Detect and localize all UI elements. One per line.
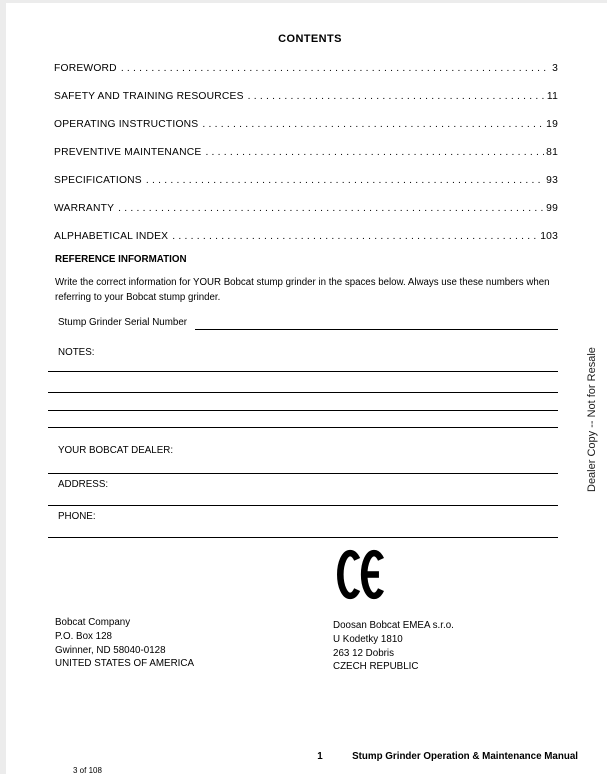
- address-line: Doosan Bobcat EMEA s.r.o.: [333, 620, 454, 631]
- serial-number-blank-line: [195, 315, 558, 330]
- toc-entry: [54, 82, 558, 110]
- toc-entry-page: 19: [546, 118, 558, 130]
- dealer-blank-line: [48, 473, 558, 474]
- notes-blank-line: [48, 410, 558, 411]
- toc-dot-leader: [146, 175, 544, 186]
- toc-dot-leader: [172, 231, 538, 242]
- toc-entry-label: PREVENTIVE MAINTENANCE: [54, 146, 202, 158]
- address-line: 263 12 Dobris: [333, 647, 394, 659]
- phone-label: PHONE:: [58, 511, 96, 522]
- notes-label: NOTES:: [58, 347, 95, 358]
- serial-number-field: [58, 315, 558, 330]
- footer-manual-title: Stump Grinder Operation & Maintenance Manual: [352, 751, 578, 762]
- toc-entry-page: 93: [546, 174, 558, 186]
- footer-sheet-info: 3 of 108: [73, 766, 102, 774]
- toc-entry-page: 103: [540, 230, 558, 242]
- toc-entry-label: SAFETY AND TRAINING RESOURCES: [54, 90, 244, 102]
- toc-entry: [54, 166, 558, 194]
- reference-information-body: Write the correct information for YOUR Bobcat stump grinder in the spaces below. Always use these numbers when referring to your Bobcat stump grinder.: [55, 277, 550, 303]
- toc-entry: [54, 194, 558, 222]
- toc-entry-label: WARRANTY: [54, 202, 115, 214]
- toc-dot-leader: [248, 91, 545, 102]
- toc-entry-label: FOREWORD: [54, 62, 117, 74]
- toc-dot-leader: [121, 63, 550, 74]
- reference-information-heading: REFERENCE INFORMATION: [55, 254, 187, 265]
- address-line: Gwinner, ND 58040-0128: [55, 644, 166, 656]
- toc-entry-label: OPERATING INSTRUCTIONS: [54, 118, 199, 130]
- manufacturer-address-us: [55, 616, 194, 671]
- page-edge-top: [0, 0, 607, 3]
- footer-page-number: 1: [317, 751, 323, 762]
- address-blank-line: [48, 505, 558, 506]
- toc-entry-page: 11: [546, 90, 558, 102]
- manufacturer-address-emea: [333, 619, 454, 674]
- toc-entry: [54, 138, 558, 166]
- toc-entry-page: 81: [546, 146, 558, 158]
- ce-mark-icon: [334, 549, 391, 600]
- address-line: UNITED STATES OF AMERICA: [55, 658, 194, 670]
- address-line: P.O. Box 128: [55, 630, 113, 642]
- phone-blank-line: [48, 537, 558, 538]
- toc-entry: [54, 222, 558, 250]
- toc-dot-leader: [202, 119, 544, 130]
- toc-dot-leader: [205, 147, 544, 158]
- toc-dot-leader: [118, 203, 544, 214]
- toc-entry-page: 3: [552, 62, 558, 74]
- address-line: Bobcat Company: [55, 617, 131, 628]
- serial-number-label: Stump Grinder Serial Number: [58, 317, 188, 328]
- page-title: CONTENTS: [278, 33, 342, 45]
- notes-blank-line: [48, 427, 558, 428]
- toc-entry-label: ALPHABETICAL INDEX: [54, 230, 169, 242]
- toc-entry-page: 99: [546, 202, 558, 214]
- dealer-label: YOUR BOBCAT DEALER:: [58, 445, 174, 456]
- address-line: CZECH REPUBLIC: [333, 661, 419, 673]
- notes-blank-line: [48, 371, 558, 372]
- toc-entry: [54, 54, 558, 82]
- notes-blank-line: [48, 392, 558, 393]
- page-edge-left: [0, 0, 6, 774]
- table-of-contents: [54, 54, 558, 250]
- toc-entry: [54, 110, 558, 138]
- dealer-copy-watermark: Dealer Copy -- Not for Resale: [586, 347, 598, 492]
- toc-entry-label: SPECIFICATIONS: [54, 174, 142, 186]
- address-label: ADDRESS:: [58, 479, 109, 490]
- address-line: U Kodetky 1810: [333, 633, 403, 645]
